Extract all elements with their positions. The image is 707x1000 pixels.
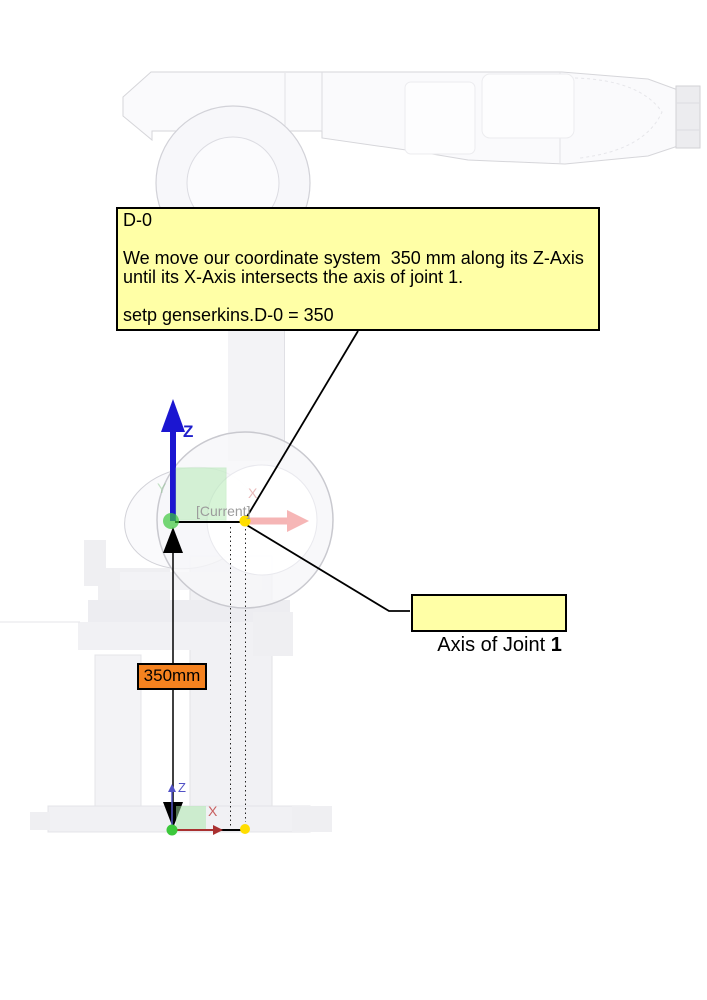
origin-point-lower — [167, 825, 178, 836]
z-axis-small-head — [168, 784, 176, 792]
z-axis-arrow-head — [161, 399, 185, 432]
z-axis-label: Z — [183, 422, 194, 441]
joint1-axis-node-lower — [240, 824, 250, 834]
robot-flange-cap — [676, 86, 700, 148]
x-axis-faint-label: X — [248, 485, 258, 501]
robot-base-foot-left — [30, 812, 50, 830]
axis-of-joint-number: 1 — [550, 634, 562, 656]
robot-pedestal-disc-wide — [78, 622, 270, 650]
measurement-value-label: 350mm — [137, 663, 207, 690]
robot-wrist-panel-1 — [405, 82, 475, 154]
y-axis-faint-label: Y — [157, 480, 167, 496]
robot-wrist-panel-2 — [482, 74, 574, 138]
x-axis-small-label: X — [208, 803, 218, 819]
origin-point-upper — [163, 513, 179, 529]
robot-pedestal-step-right — [253, 612, 293, 656]
callout-body-line-2: until its X-Axis intersects the axis of joint 1. — [123, 267, 464, 287]
axis-of-joint-text: Axis of Joint — [437, 634, 551, 656]
robot-cable-duct — [95, 655, 141, 811]
z-axis-small-label: Z — [178, 780, 186, 795]
current-frame-label: [Current] — [196, 503, 251, 519]
robot-base-foot-right — [292, 806, 332, 832]
axis-of-joint-label — [411, 594, 567, 656]
callout-command: setp genserkins.D-0 = 350 — [123, 305, 334, 325]
d0-callout-box — [116, 207, 600, 331]
frame-highlight-square-lower — [176, 806, 206, 830]
callout-spacer — [123, 230, 593, 249]
callout-body-line-1: We move our coordinate system 350 mm along its Z-Axis — [123, 248, 584, 268]
callout-title: D-0 — [123, 210, 153, 230]
callout-spacer-2 — [123, 287, 593, 306]
